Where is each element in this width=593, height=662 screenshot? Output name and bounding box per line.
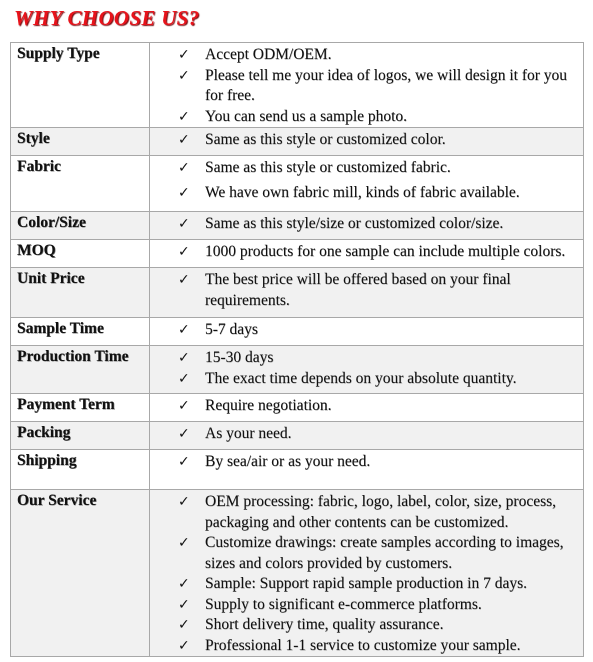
list-item-text: Short delivery time, quality assurance. <box>205 616 444 633</box>
row-label: Unit Price <box>11 268 150 318</box>
list-item <box>178 270 575 311</box>
list-item-text: Require negotiation. <box>205 397 332 414</box>
table-row <box>11 318 584 346</box>
table-row <box>11 346 584 394</box>
list-item <box>178 107 575 128</box>
row-content <box>150 394 584 422</box>
row-content <box>150 156 584 212</box>
list-item <box>178 242 575 263</box>
checkmark-icon: ✓ <box>178 184 190 201</box>
checkmark-icon: ✓ <box>178 160 190 176</box>
list-item <box>178 130 575 151</box>
row-label: Our Service <box>11 490 150 657</box>
check-list <box>178 396 575 417</box>
check-list <box>178 320 575 341</box>
checkmark-icon: ✓ <box>178 350 190 366</box>
checkmark-icon: ✓ <box>178 535 190 551</box>
checkmark-icon: ✓ <box>178 454 190 470</box>
list-item <box>178 214 575 235</box>
table-row <box>11 422 584 450</box>
row-label: Shipping <box>11 450 150 490</box>
table-row <box>11 240 584 268</box>
row-label: Payment Term <box>11 394 150 422</box>
table-row <box>11 394 584 422</box>
list-item-text: The exact time depends on your absolute quantity. <box>205 369 517 387</box>
list-item <box>178 348 575 369</box>
row-content <box>150 450 584 490</box>
checkmark-icon: ✓ <box>178 47 190 63</box>
checkmark-icon: ✓ <box>178 576 190 592</box>
list-item <box>178 158 575 179</box>
checkmark-icon: ✓ <box>178 494 190 510</box>
list-item <box>178 574 575 595</box>
row-label: Color/Size <box>11 212 150 240</box>
checkmark-icon: ✓ <box>178 596 190 613</box>
list-item-text: Sample: Support rapid sample production in 7 days. <box>205 575 528 592</box>
row-content <box>150 268 584 318</box>
checkmark-icon: ✓ <box>178 272 190 288</box>
checkmark-icon: ✓ <box>178 216 190 232</box>
list-item <box>178 66 575 107</box>
table-row <box>11 490 584 657</box>
list-item <box>178 533 575 574</box>
list-item-text: 5-7 days <box>205 321 258 338</box>
list-item-text: We have own fabric mill, kinds of fabric available. <box>205 183 520 201</box>
check-list <box>178 452 575 473</box>
list-item-text: Same as this style or customized color. <box>205 131 446 148</box>
row-label: Sample Time <box>11 318 150 346</box>
list-item-text: Same as this style/size or customized color/size. <box>205 215 504 232</box>
checkmark-icon: ✓ <box>178 398 190 414</box>
spec-table <box>10 42 584 657</box>
list-item-text: By sea/air or as your need. <box>205 453 371 470</box>
row-label: MOQ <box>11 240 150 268</box>
page-title: WHY CHOOSE US? <box>14 6 200 30</box>
list-item-text: Please tell me your idea of logos, we will design it for you for free. <box>205 66 568 104</box>
list-item-text: Supply to significant e-commerce platforms. <box>205 595 482 613</box>
check-list <box>178 158 575 203</box>
list-item <box>178 595 575 616</box>
row-content <box>150 422 584 450</box>
list-item <box>178 320 575 341</box>
check-list <box>178 130 575 151</box>
table-row <box>11 43 584 128</box>
table-row <box>11 156 584 212</box>
table-row <box>11 268 584 318</box>
list-item <box>178 492 575 533</box>
table-row <box>11 212 584 240</box>
list-item <box>178 424 575 445</box>
list-item-text: You can send us a sample photo. <box>205 107 408 125</box>
list-item <box>178 45 575 66</box>
row-content <box>150 318 584 346</box>
list-item-text: Same as this style or customized fabric. <box>205 159 451 176</box>
list-item-text: 15-30 days <box>205 349 274 366</box>
check-list <box>178 348 575 389</box>
list-item-text: Accept ODM/OEM. <box>205 46 332 63</box>
list-item <box>178 615 575 636</box>
check-list <box>178 214 575 235</box>
row-label: Packing <box>11 422 150 450</box>
row-content <box>150 212 584 240</box>
checkmark-icon: ✓ <box>178 67 190 84</box>
row-content <box>150 346 584 394</box>
list-item <box>178 369 575 390</box>
checkmark-icon: ✓ <box>178 426 190 442</box>
list-item-text: OEM processing: fabric, logo, label, color, size, process, packaging and other contents can be customized. <box>205 493 557 531</box>
row-content <box>150 128 584 156</box>
checkmark-icon: ✓ <box>178 370 190 387</box>
row-label: Fabric <box>11 156 150 212</box>
list-item-text: As your need. <box>205 425 292 442</box>
row-content <box>150 240 584 268</box>
row-label: Production Time <box>11 346 150 394</box>
check-list <box>178 45 575 127</box>
list-item-text: Customize drawings: create samples according to images, sizes and colors provided by customers. <box>205 534 564 572</box>
table-row <box>11 128 584 156</box>
check-list <box>178 492 575 656</box>
checkmark-icon: ✓ <box>178 617 190 633</box>
row-content <box>150 43 584 128</box>
list-item <box>178 636 575 657</box>
checkmark-icon: ✓ <box>178 244 190 260</box>
list-item <box>178 452 575 473</box>
check-list <box>178 270 575 311</box>
table-row <box>11 450 584 490</box>
row-label: Style <box>11 128 150 156</box>
checkmark-icon: ✓ <box>178 108 190 125</box>
checkmark-icon: ✓ <box>178 132 190 148</box>
list-item-text: Professional 1-1 service to customize your sample. <box>205 636 521 654</box>
list-item-text: 1000 products for one sample can include multiple colors. <box>205 243 566 260</box>
check-list <box>178 242 575 263</box>
row-content <box>150 490 584 657</box>
list-item <box>178 396 575 417</box>
checkmark-icon: ✓ <box>178 637 190 654</box>
check-list <box>178 424 575 445</box>
row-label: Supply Type <box>11 43 150 128</box>
checkmark-icon: ✓ <box>178 322 190 338</box>
list-item-text: The best price will be offered based on your final requirements. <box>205 271 511 309</box>
list-item <box>178 183 575 204</box>
